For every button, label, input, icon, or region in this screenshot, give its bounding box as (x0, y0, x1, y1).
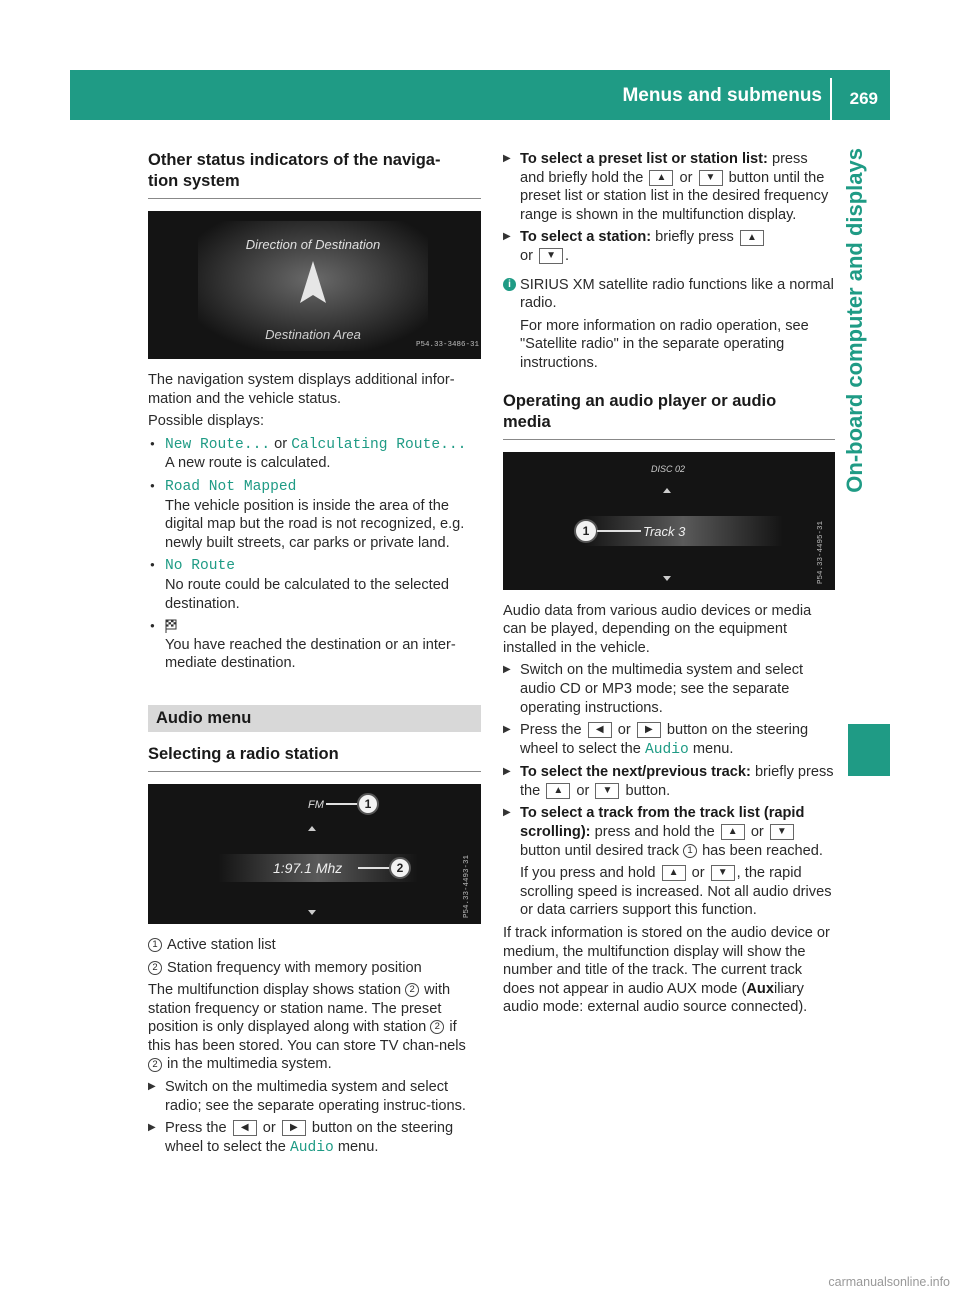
frequency-label: 1:97.1 Mhz (273, 859, 343, 876)
list-item (148, 617, 481, 673)
text: menu. (337, 1138, 379, 1155)
text: or (691, 865, 705, 882)
svg-text:2: 2 (396, 860, 404, 875)
ref-number: 2 (148, 1058, 162, 1072)
legend-number: 1 (148, 938, 162, 952)
text: menu. (692, 740, 734, 757)
text: The multifunction display shows station (148, 982, 402, 999)
audio-intro: Audio data from various audio devices or media can be played, depending on the equipment installed in the vehicle. (503, 602, 812, 656)
down-key-icon: ▼ (770, 824, 794, 840)
audio-display-graphic (503, 452, 835, 590)
status-desc: A new route is calculated. (165, 455, 331, 472)
down-key-icon: ▼ (595, 783, 619, 799)
instruction-step (503, 804, 835, 920)
up-indicator-icon (663, 488, 671, 493)
text: button on the steering wheel to select the (520, 722, 809, 757)
text: button until desired track (520, 842, 679, 859)
step-bold: To select a track from the track list (rapid scrolling): (520, 805, 805, 841)
section-title-nav: Other status indicators of the naviga- tion system (148, 150, 481, 199)
up-indicator-icon (308, 826, 316, 831)
svg-text:1: 1 (582, 523, 590, 538)
sidebar-tab (834, 148, 890, 688)
section-title-audio: Operating an audio player or audio media (503, 391, 835, 440)
header-title: Menus and submenus (622, 85, 822, 106)
or-text: or (274, 435, 288, 452)
disc-label: DISC 02 (651, 463, 686, 474)
text: button on the steering wheel to select the (165, 1120, 454, 1155)
track-label: Track 3 (643, 523, 686, 539)
down-key-icon: ▼ (711, 865, 735, 881)
info-icon: i (503, 278, 516, 291)
nav-intro: The navigation system displays additional infor-mation and the vehicle status. (148, 372, 455, 407)
page-number: 269 (849, 89, 878, 108)
status-code: No Route (165, 558, 236, 575)
right-column (503, 150, 835, 1021)
status-code: Calculating Route... (291, 436, 467, 453)
instruction-step (503, 228, 835, 265)
nav-possible: Possible displays: (148, 413, 264, 430)
up-key-icon: ▲ (721, 824, 745, 840)
aux-bold: Aux (746, 980, 774, 997)
text: briefly press the (520, 764, 834, 799)
text: or (750, 824, 764, 841)
text: Press the (165, 1120, 227, 1137)
instruction-step (503, 721, 835, 759)
legend-text: Active station list (167, 936, 276, 953)
header-separator (830, 78, 832, 120)
radio-paragraph (148, 981, 481, 1074)
info-text: For more information on radio operation, see "Satellite radio" in the separate operating instructions. (520, 317, 809, 371)
image-code: P54.33-3486-31 (415, 341, 479, 350)
text: or (262, 1120, 276, 1137)
radio-display-image (148, 784, 481, 924)
down-key-icon: ▼ (699, 170, 723, 186)
nav-area-text: Destination Area (265, 327, 361, 342)
up-key-icon: ▲ (662, 865, 686, 881)
legend-number: 2 (148, 961, 162, 975)
instruction-step (148, 1119, 481, 1157)
sidebar-label: On-board computer and displays (842, 148, 867, 493)
right-key-icon: ▶ (282, 1120, 306, 1136)
step-bold: To select the next/previous track: (520, 764, 751, 781)
text: button until the preset list or station list in the desired frequency range is shown in the multifunction display. (520, 169, 829, 223)
text: . (565, 247, 570, 264)
text: if this has been stored. You can store TV chan-nels (148, 1019, 466, 1054)
up-key-icon: ▲ (546, 783, 570, 799)
text: iliary audio mode: external audio source connected). (503, 980, 808, 1016)
list-item (148, 556, 481, 613)
status-code: New Route... (165, 436, 271, 453)
checkered-flag-icon (165, 619, 177, 633)
text: in the multimedia system. (167, 1056, 332, 1073)
audio-display-image (503, 452, 835, 590)
ref-number: 1 (683, 844, 697, 858)
step-bold: To select a preset list or station list: (520, 151, 768, 167)
list-item (148, 477, 481, 552)
image-code: P54.33-4493-31 (463, 854, 472, 918)
instruction-step: ▶ Switch on the multimedia system and select audio CD or MP3 mode; see the separate operating instructions. (503, 661, 835, 717)
status-desc: The vehicle position is inside the area of the digital map but the road is not recognized, e.g. newly built streets, car parks or private land. (165, 497, 465, 551)
footer-watermark: carmanualsonline.info (828, 1275, 950, 1290)
text: Press the (520, 722, 582, 739)
svg-text:1: 1 (364, 796, 372, 811)
page-header (70, 70, 890, 120)
instruction-step: ▶ Switch on the multimedia system and select radio; see the separate operating instruc-tions. (148, 1078, 481, 1115)
nav-display-image (148, 211, 481, 359)
status-code: Road Not Mapped (165, 478, 297, 495)
text: or (617, 722, 631, 739)
down-indicator-icon (308, 910, 316, 915)
text: If track information is stored on the audio device or medium, the multifunction display will show the number and title of the track. The current track does not appear in audio AUX mode ( (503, 925, 830, 997)
text: press and hold the (594, 824, 715, 841)
radio-display-graphic (148, 784, 481, 924)
legend-text: Station frequency with memory position (167, 959, 422, 976)
list-item (148, 435, 481, 473)
info-text: SIRIUS XM satellite radio functions like a normal radio. (520, 276, 834, 312)
up-key-icon: ▲ (740, 230, 764, 246)
text: or (576, 782, 590, 799)
down-key-icon: ▼ (539, 248, 563, 264)
text: or (679, 169, 693, 186)
section-title-radio: Selecting a radio station (148, 744, 481, 772)
ref-number: 2 (430, 1020, 444, 1034)
text: press and briefly hold the (520, 151, 808, 186)
up-key-icon: ▲ (649, 170, 673, 186)
image-code: P54.33-4495-31 (817, 520, 826, 584)
text: If you press and hold (520, 865, 656, 882)
audio-menu-heading: Audio menu (148, 705, 481, 732)
status-desc: No route could be calculated to the selected destination. (165, 576, 449, 612)
left-key-icon: ◀ (233, 1120, 257, 1136)
legend-item (148, 936, 481, 955)
left-column (148, 150, 481, 1161)
right-key-icon: ▶ (637, 722, 661, 738)
text: button. (625, 782, 671, 799)
ref-number: 2 (405, 983, 419, 997)
text: with station frequency or station name. The preset position is only displayed along with station (148, 982, 451, 1036)
sidebar-marker (848, 724, 890, 776)
audio-outro (503, 924, 835, 1017)
menu-code: Audio (289, 1139, 334, 1156)
status-desc: ● You have reached the destination or an inter-mediate destination. (165, 636, 456, 672)
text: has been reached. (702, 842, 823, 859)
legend-item (148, 959, 481, 978)
text: , the rapid scrolling speed is increased. Not all audio drives or data carriers support this function. (520, 865, 832, 919)
info-note (503, 276, 835, 373)
down-indicator-icon (663, 576, 671, 581)
left-key-icon: ◀ (588, 722, 612, 738)
text: or (520, 247, 533, 264)
text: briefly press (655, 229, 734, 246)
instruction-step (503, 150, 835, 224)
band-label: FM (308, 798, 324, 811)
instruction-step (503, 763, 835, 800)
nav-direction-text: Direction of Destination (245, 237, 381, 252)
step-bold: To select a station: (520, 229, 652, 246)
menu-code: Audio (644, 741, 689, 758)
